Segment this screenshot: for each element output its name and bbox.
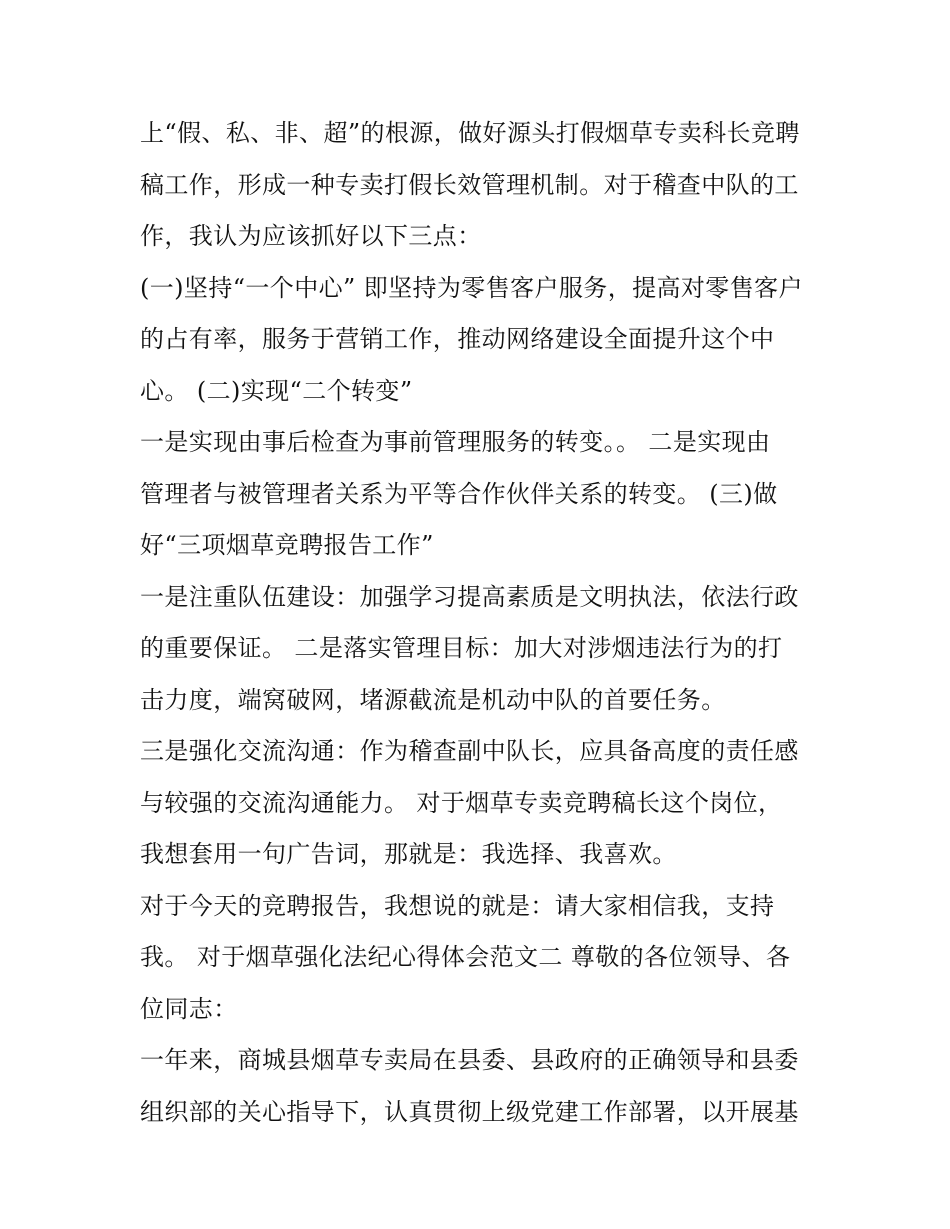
text-line-14: 与较强的交流沟通能力。 对于烟草专卖竞聘稿长这个岗位， [140, 788, 783, 817]
text-line-2: 稿工作，形成一种专卖打假长效管理机制。对于稽查中队的工 [140, 170, 799, 199]
text-line-10: 一是注重队伍建设：加强学习提高素质是文明执法，依法行政 [140, 582, 799, 611]
text-line-20: 组织部的关心指导下，认真贯彻上级党建工作部署，以开展基 [140, 1097, 799, 1126]
text-line-15: 我想套用一句广告词，那就是：我选择、我喜欢。 [140, 840, 677, 868]
text-line-7: 一是实现由事后检查为事前管理服务的转变。。 二是实现由 [140, 428, 771, 456]
document-body [140, 108, 820, 1138]
text-line-19: 一年来，商城县烟草专卖局在县委、县政府的正确领导和县委 [140, 1046, 799, 1074]
text-line-12: 击力度，端窝破网，堵源截流是机动中队的首要任务。 [140, 685, 726, 714]
text-line-1: 上“假、私、非、超”的根源，做好源头打假烟草专卖科长竞聘 [140, 119, 800, 147]
text-line-16: 对于今天的竞聘报告，我想说的就是：请大家相信我，支持 [140, 891, 775, 920]
text-line-11: 的重要保证。 二是落实管理目标：加大对涉烟违法行为的打 [140, 634, 783, 662]
text-line-9: 好“三项烟草竞聘报告工作” [140, 531, 434, 559]
text-line-17: 我。 对于烟草强化法纪心得体会范文二 尊敬的各位领导、各 [140, 943, 791, 971]
text-line-4: (一)坚持“一个中心” 即坚持为零售客户服务，提高对零售客户 [140, 273, 803, 302]
text-line-5: 的占有率，服务于营销工作，推动网络建设全面提升这个中 [140, 325, 775, 353]
text-line-8: 管理者与被管理者关系为平等合作伙伴关系的转变。 (三)做 [140, 479, 778, 508]
text-line-13: 三是强化交流沟通：作为稽查副中队长，应具备高度的责任感 [140, 737, 799, 765]
text-line-3: 作，我认为应该抓好以下三点： [140, 222, 482, 250]
text-line-18: 位同志： [140, 994, 238, 1023]
text-line-6: 心。 (二)实现“二个转变” [140, 376, 413, 405]
